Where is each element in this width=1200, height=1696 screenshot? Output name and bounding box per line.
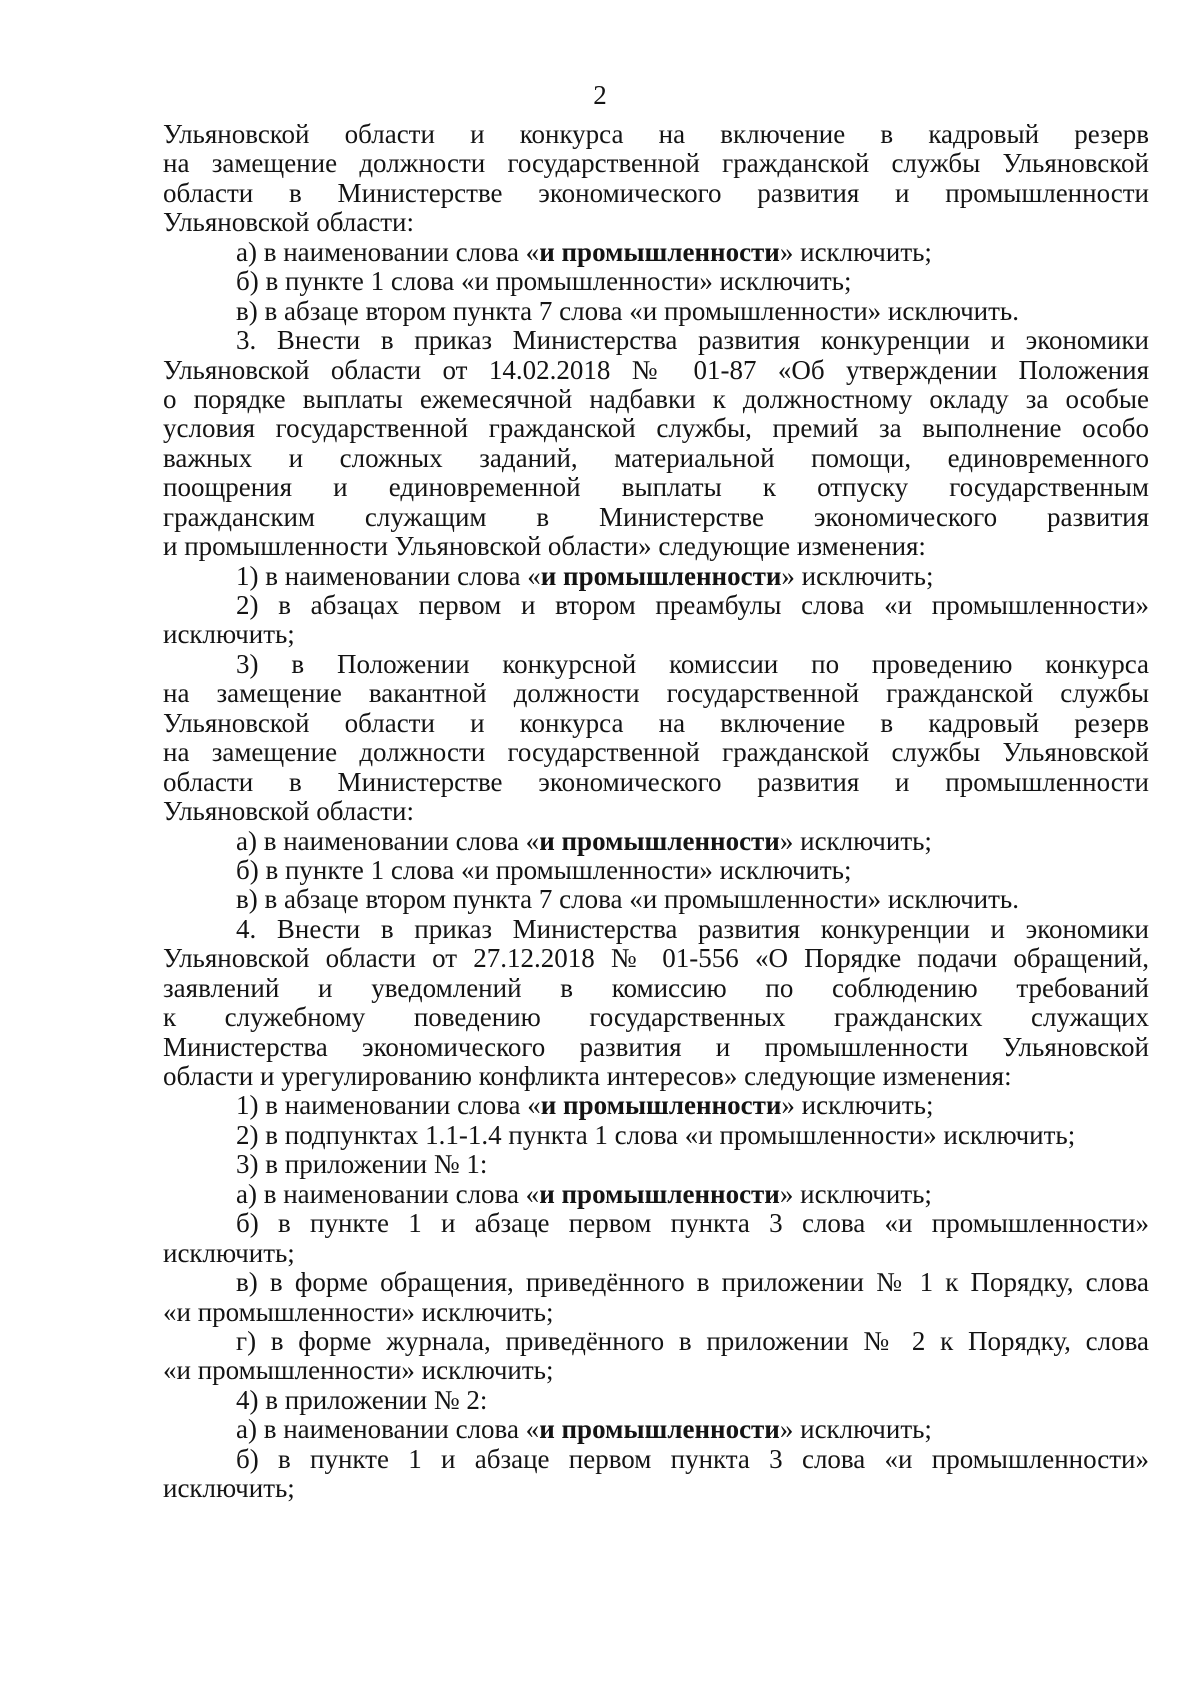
text-line: Ульяновской области от 14.02.2018 № 01-87 «Об утверждении Положения — [163, 354, 1149, 385]
text-line: б) в пункте 1 слова «и промышленности» исключить; — [236, 854, 852, 885]
text-line: о порядке выплаты ежемесячной надбавки к должностному окладу за особые — [163, 383, 1149, 414]
text-line: 2) в подпунктах 1.1-1.4 пункта 1 слова «и промышленности» исключить; — [236, 1119, 1076, 1150]
text-line: гражданским служащим в Министерстве экономического развития — [163, 501, 1149, 532]
text-line: в) в абзаце втором пункта 7 слова «и промышленности» исключить. — [236, 295, 1019, 326]
emphasized-phrase: и промышленности — [540, 1090, 782, 1121]
emphasized-phrase: и промышленности — [539, 236, 780, 267]
text-line: заявлений и уведомлений в комиссию по соблюдению требований — [163, 972, 1149, 1003]
text-line: «и промышленности» исключить; — [163, 1355, 554, 1386]
text-line: на замещение должности государственной гражданской службы Ульяновской — [163, 737, 1149, 768]
text-line: а) в наименовании слова «и промышленности» исключить; — [236, 1414, 932, 1445]
text-line: области в Министерстве экономического развития и промышленности — [163, 766, 1149, 797]
text-line: в) в абзаце втором пункта 7 слова «и промышленности» исключить. — [236, 884, 1019, 915]
emphasized-phrase: и промышленности — [539, 1178, 780, 1209]
text-line: 3) в Положении конкурсной комиссии по проведению конкурса — [236, 648, 1149, 679]
text-line: Ульяновской области и конкурса на включение в кадровый резерв — [163, 119, 1149, 149]
text-line: Министерства экономического развития и промышленности Ульяновской — [163, 1031, 1149, 1062]
text-line: 2) в абзацах первом и втором преамбулы слова «и промышленности» — [236, 590, 1149, 620]
text-line: 3. Внести в приказ Министерства развития конкуренции и экономики — [236, 325, 1149, 356]
text-line: а) в наименовании слова «и промышленности» исключить; — [236, 825, 932, 856]
text-line: б) в пункте 1 и абзаце первом пункта 3 слова «и промышленности» — [236, 1443, 1149, 1474]
text-line: г) в форме журнала, приведённого в приложении № 2 к Порядку, слова — [236, 1325, 1149, 1356]
text-line: а) в наименовании слова «и промышленности» исключить; — [236, 1178, 932, 1209]
emphasized-phrase: и промышленности — [540, 560, 782, 591]
text-line: поощрения и единовременной выплаты к отпуску государственным — [163, 472, 1149, 503]
page-number: 2 — [593, 80, 607, 110]
text-line: области в Министерстве экономического развития и промышленности — [163, 177, 1149, 208]
text-line: «и промышленности» исключить; — [163, 1296, 554, 1327]
text-line: Ульяновской области от 27.12.2018 № 01-556 «О Порядке подачи обращений, — [163, 943, 1149, 974]
text-line: исключить; — [163, 1237, 295, 1268]
emphasized-phrase: и промышленности — [539, 1414, 780, 1445]
text-line: на замещение должности государственной гражданской службы Ульяновской — [163, 148, 1149, 179]
text-line: и промышленности Ульяновской области» следующие изменения: — [163, 531, 926, 562]
text-line: б) в пункте 1 и абзаце первом пункта 3 слова «и промышленности» — [236, 1208, 1149, 1239]
text-line: к служебному поведению государственных гражданских служащих — [163, 1002, 1149, 1033]
text-line: Ульяновской области и конкурса на включение в кадровый резерв — [163, 707, 1149, 738]
text-line: области и урегулированию конфликта интересов» следующие изменения: — [163, 1061, 1012, 1091]
text-line: в) в форме обращения, приведённого в приложении № 1 к Порядку, слова — [236, 1267, 1149, 1298]
text-line: а) в наименовании слова «и промышленности» исключить; — [236, 236, 932, 267]
text-line: б) в пункте 1 слова «и промышленности» исключить; — [236, 266, 852, 297]
text-line: Ульяновской области: — [163, 207, 415, 238]
text-line: 4) в приложении № 2: — [236, 1384, 488, 1415]
text-line: на замещение вакантной должности государственной гражданской службы — [163, 678, 1149, 709]
text-line: 1) в наименовании слова «и промышленности» исключить; — [236, 560, 934, 591]
text-line: исключить; — [163, 1473, 295, 1504]
text-line: условия государственной гражданской службы, премий за выполнение особо — [163, 413, 1149, 444]
text-line: 4. Внести в приказ Министерства развития конкуренции и экономики — [236, 913, 1149, 944]
document-body — [163, 120, 1149, 1504]
emphasized-phrase: и промышленности — [539, 825, 780, 856]
text-line: 1) в наименовании слова «и промышленности» исключить; — [236, 1090, 934, 1121]
text-line: важных и сложных заданий, материальной помощи, единовременного — [163, 442, 1149, 473]
text-line: Ульяновской области: — [163, 796, 415, 827]
text-line: исключить; — [163, 619, 295, 650]
text-line: 3) в приложении № 1: — [236, 1149, 488, 1180]
